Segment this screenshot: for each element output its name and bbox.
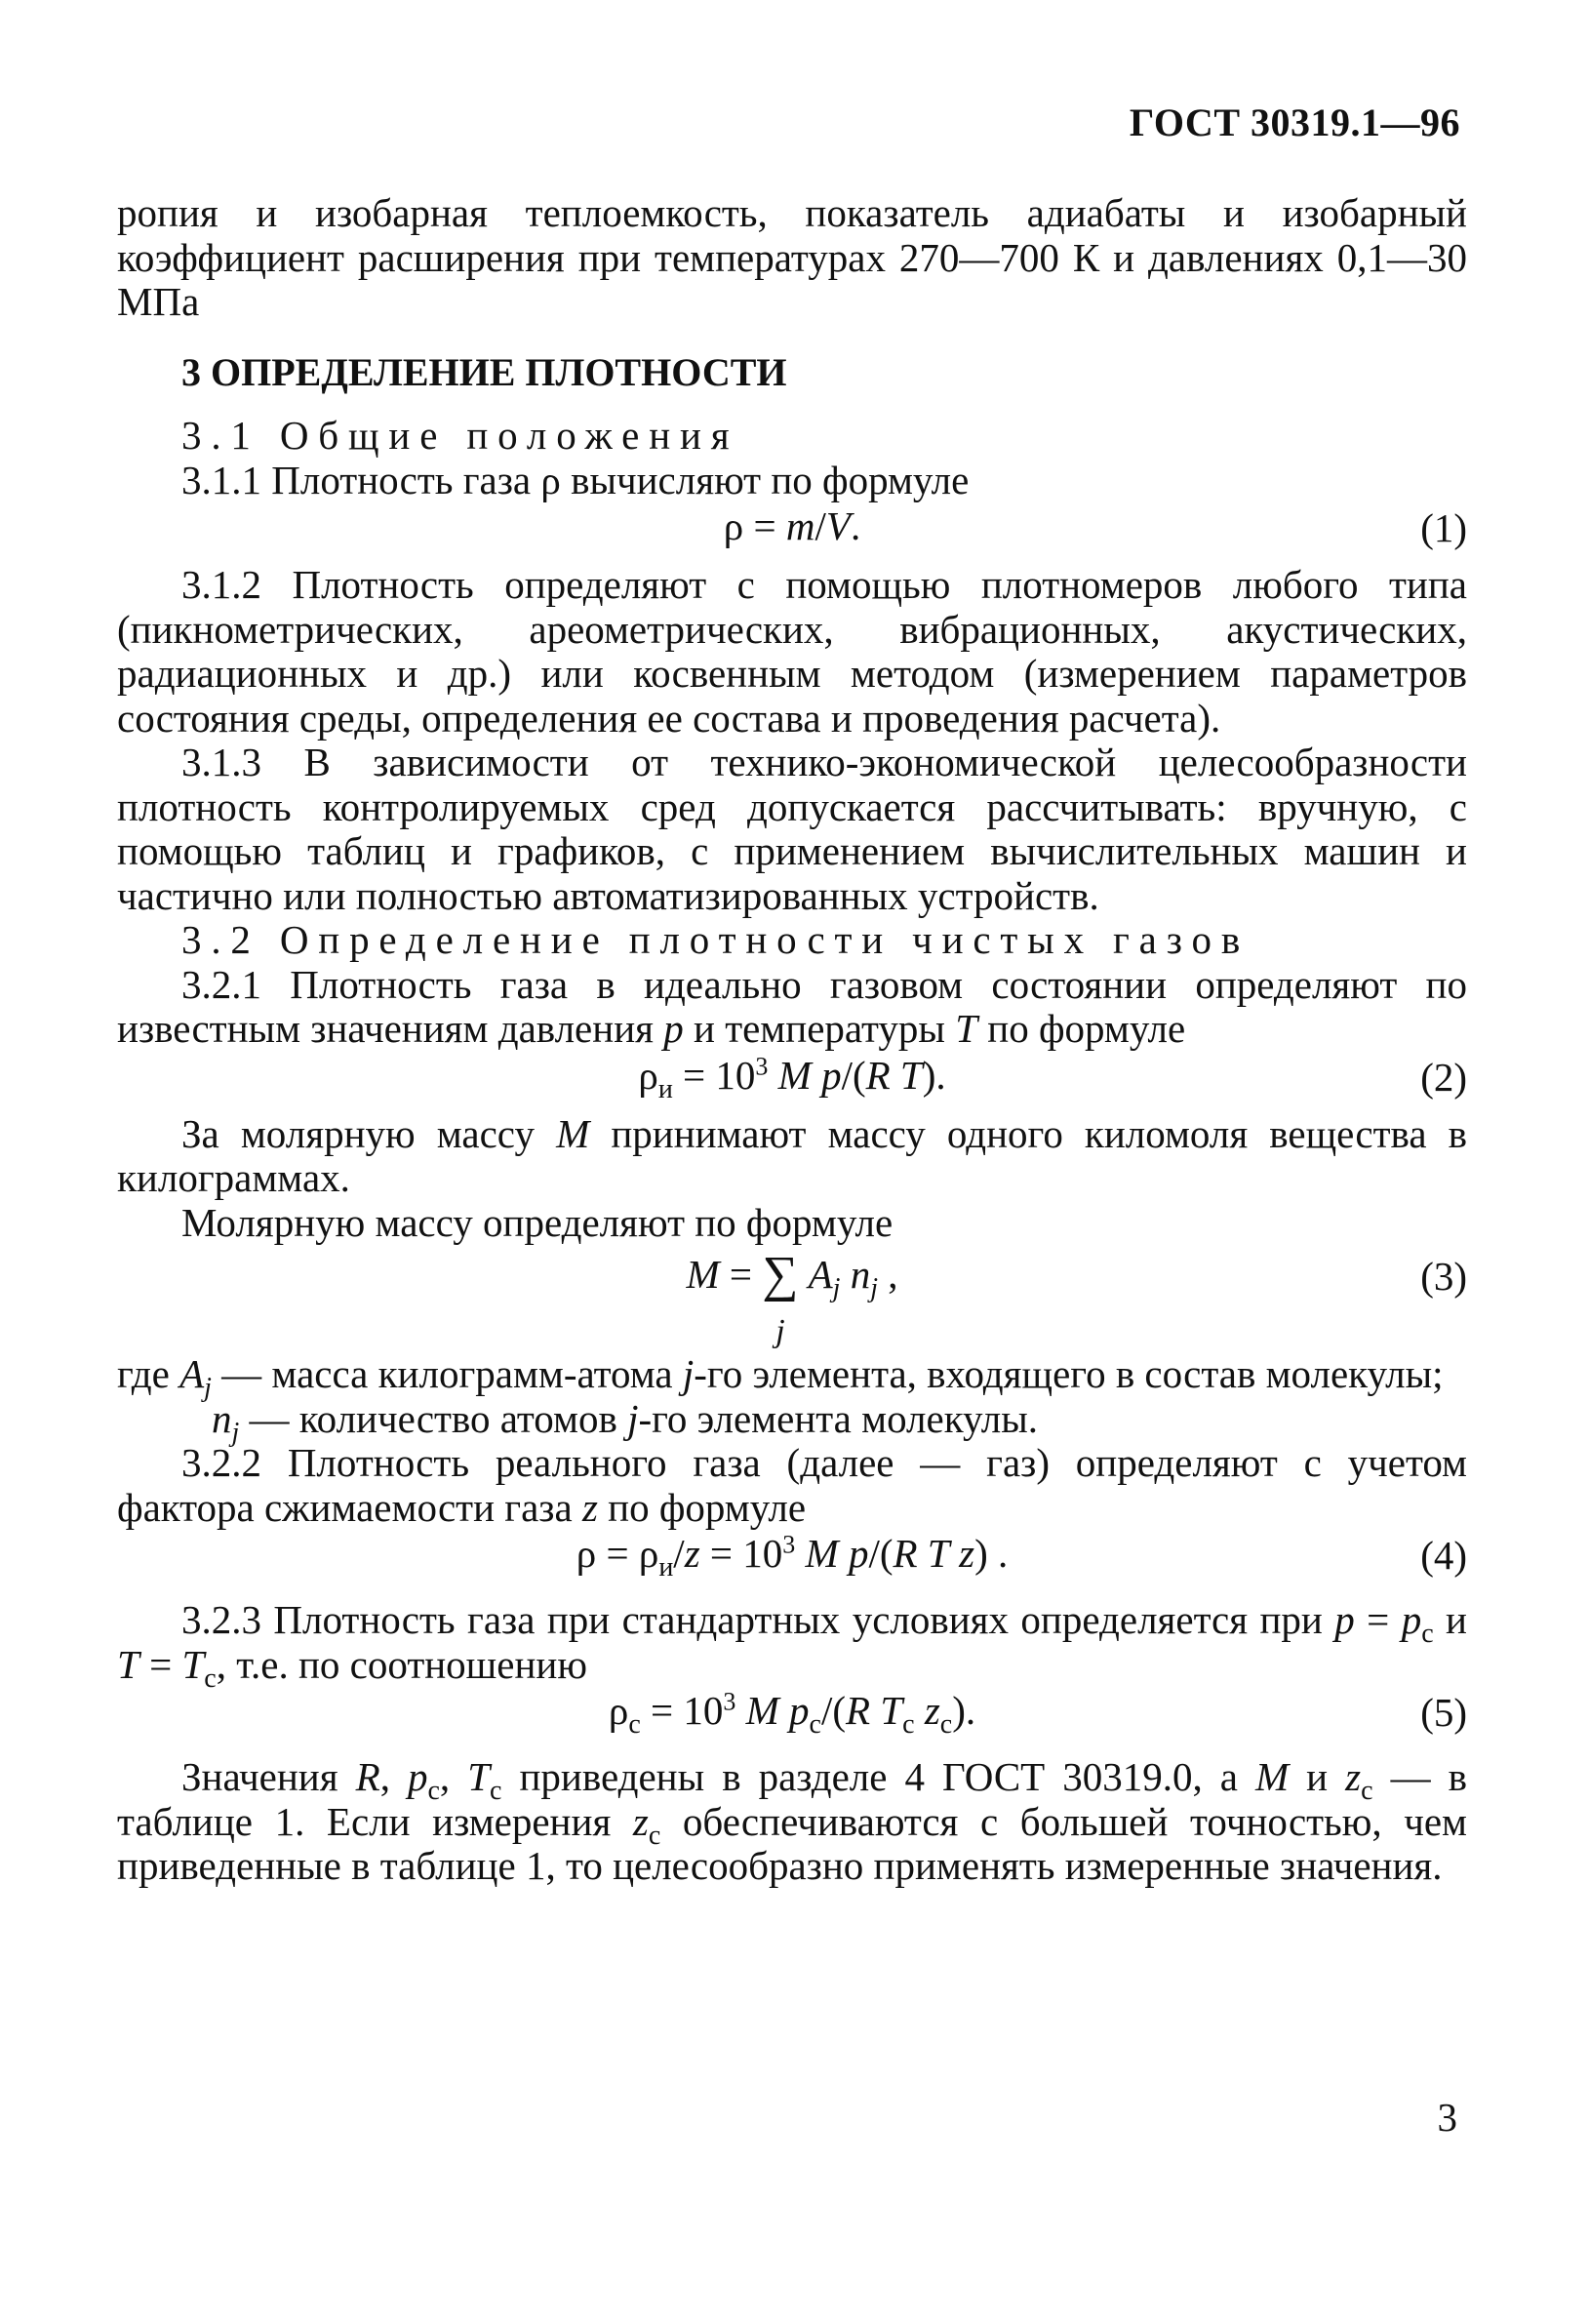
paragraph-3-1-1: 3.1.1 Плотность газа ρ вычисляют по формуле	[181, 457, 970, 502]
formula-number-1: (1)	[1420, 505, 1467, 550]
paragraph-3-1-2: 3.1.2 Плотность определяют с помощью плотномеров любого типа (пикнометрических, ареометрических, вибрационных, акустических, радиационных и др.) или косвенным методом (измерением параметров состояния среды, определения ее состава и проведения расчета).	[117, 562, 1467, 741]
paragraph-3-2-2: 3.2.2 Плотность реального газа (далее — газ) определяют с учетом фактора сжимаемости газа z по формуле	[117, 1440, 1467, 1530]
formula-5: $\rho_с = 10^3$ M $p_с/(R$ $T_с$ $z_с$). (5)	[608, 1687, 1467, 1741]
paragraph-3-2-3: 3.2.3 Плотность газа при стандартных условиях определяется при $p = p_с$ и $T = T_с$, т.е. по соотношению	[117, 1597, 1467, 1694]
formula-number-2: (2)	[1420, 1054, 1467, 1100]
definition-aj: где $A_j$ — масса килограмм-атома j-го элемента, входящего в состав молекулы;	[117, 1351, 1444, 1404]
formula-2: $\rho_и = 10^3$ M p/(R T). (2)	[638, 1051, 1467, 1104]
molar-mass-formula-intro: Молярную массу определяют по формуле	[181, 1199, 894, 1245]
paragraph-3-2-1: 3.2.1 Плотность газа в идеально газовом состоянии определяют по известным значениям давления p и температуры T по формуле	[117, 961, 1467, 1051]
formula-1: ρ = m/V. (1)	[723, 503, 1467, 550]
page-content	[117, 191, 1467, 1889]
section-title: 3 ОПРЕДЕЛЕНИЕ ПЛОТНОСТИ	[181, 349, 787, 394]
paragraph-3-1-3: 3.1.3 В зависимости от технико-экономической целесообразности плотность контролируемых сред допускается рассчитывать: вручную, с помощью таблиц и графиков, с применением вычислительных машин и частично или полностью автоматизированных устройств.	[117, 740, 1467, 918]
formula-4: $\rho = \rho_и/z = 10^3$ M p/(R T z) . (4)	[576, 1530, 1467, 1583]
formula-number-3: (3)	[1420, 1254, 1467, 1299]
formula-number-4: (4)	[1420, 1533, 1467, 1578]
standard-number: ГОСТ 30319.1—96	[1129, 100, 1460, 144]
molar-mass-paragraph: За молярную массу M принимают массу одного киломоля вещества в килограммах.	[117, 1110, 1467, 1200]
subsection-heading-3-1: 3.1 Общие положения	[181, 413, 739, 458]
page-number: 3	[1437, 2095, 1457, 2140]
formula-number-5: (5)	[1420, 1690, 1467, 1735]
subsection-heading-3-2: 3.2 Определение плотности чистых газов	[181, 917, 1251, 962]
formula-3: M = ∑ j $A_j$ $n_j$ , (3)	[686, 1247, 1467, 1349]
values-paragraph: Значения R, $p_с$, $T_с$ приведены в разделе 4 ГОСТ 30319.0, а M и $z_с$ — в таблице 1. Если измерения $z_с$ обеспечиваются с большей точностью, чем приведенные в таблице 1, то целесообразно применять измеренные значения.	[117, 1754, 1467, 1888]
definition-nj: $n_j$ — количество атомов j-го элемента молекулы.	[212, 1395, 1038, 1448]
intro-paragraph: ропия и изобарная теплоемкость, показатель адиабаты и изобарный коэффициент расширения при температурах 270—700 К и давлениях 0,1—30 МПа	[117, 190, 1467, 324]
